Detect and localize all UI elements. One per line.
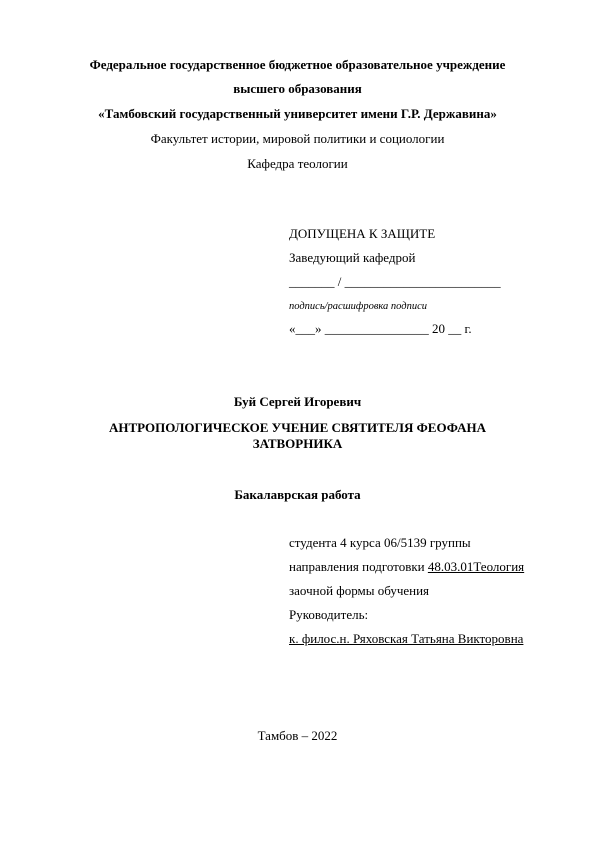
study-form: заочной формы обучения (289, 583, 430, 598)
author-name: Буй Сергей Игоревич (233, 394, 362, 409)
direction-code: 48.03.01Теология (427, 559, 525, 574)
approval-title: ДОПУЩЕНА К ЗАЩИТЕ (289, 226, 436, 241)
university-name: «Тамбовский государственный университет имени Г.Р. Державина» (98, 106, 497, 121)
department-name: Кафедра теологии (247, 156, 348, 171)
institution-line2: высшего образования (233, 81, 362, 96)
work-title-line1: АНТРОПОЛОГИЧЕСКОЕ УЧЕНИЕ СВЯТИТЕЛЯ ФЕОФАНА (109, 420, 486, 435)
signature-caption: подпись/расшифровка подписи (289, 301, 427, 312)
work-title-line2: ЗАТВОРНИКА (252, 436, 343, 451)
institution-line1: Федеральное государственное бюджетное образовательное учреждение (89, 57, 506, 72)
supervisor-label: Руководитель: (289, 607, 369, 622)
city-year: Тамбов – 2022 (257, 728, 338, 743)
approval-head: Заведующий кафедрой (289, 250, 416, 265)
signature-line: _______ / ________________________ (289, 274, 501, 289)
supervisor-name: к. филос.н. Ряховская Татьяна Викторовна (289, 631, 524, 646)
approval-date: «___» ________________ 20 __ г. (289, 321, 472, 336)
student-direction (289, 559, 524, 575)
direction-prefix: направления подготовки (289, 559, 428, 574)
work-type: Бакалаврская работа (234, 487, 361, 502)
student-course: студента 4 курса 06/5139 группы (289, 535, 471, 550)
faculty-name: Факультет истории, мировой политики и социологии (150, 131, 445, 146)
